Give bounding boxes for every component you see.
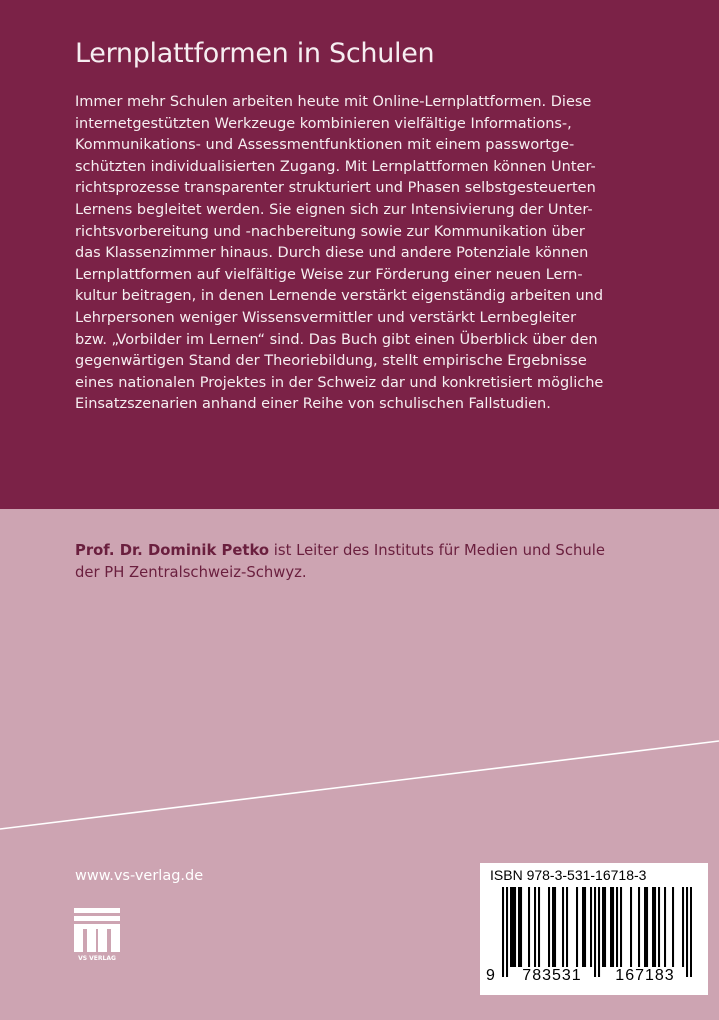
barcode-bar <box>652 887 654 967</box>
author-bio-line-2: der PH Zentralschweiz-Schwyz. <box>75 564 307 581</box>
description-line: Einsatzszenarien anhand einer Reihe von schulischen Fallstudien. <box>75 396 551 413</box>
barcode-bar <box>644 887 646 967</box>
barcode-bar <box>638 887 640 967</box>
barcode-bar <box>602 887 604 967</box>
barcode-bar <box>658 887 660 967</box>
description-line: bzw. „Vorbilder im Lernen“ sind. Das Buch gibt einen Überblick über den <box>75 331 598 348</box>
author-name: Prof. Dr. Dominik Petko <box>75 542 270 559</box>
barcode-guard-bar <box>690 887 692 977</box>
barcode-bar <box>682 887 684 967</box>
barcode-bar <box>646 887 648 967</box>
barcode-bar <box>620 887 622 967</box>
barcode-bar <box>576 887 578 967</box>
description-line: schützten individualisierten Zugang. Mit Lernplattformen können Unter- <box>75 158 596 175</box>
description-line: Lernplattformen auf vielfältige Weise zur Förderung einer neuen Lern- <box>75 266 583 283</box>
barcode-bar <box>534 887 536 967</box>
ean-left-digits: 783531 <box>522 967 582 984</box>
description-line: gegenwärtigen Stand der Theoriebildung, stellt empirische Ergebnisse <box>75 353 587 370</box>
barcode-bars <box>502 887 692 977</box>
description-line: richtsprozesse transparenter strukturiert und Phasen selbstgesteuerten <box>75 180 596 197</box>
book-title: Lernplattformen in Schulen <box>75 38 435 69</box>
ean-first-digit: 9 <box>486 967 495 984</box>
barcode-bar <box>554 887 556 967</box>
barcode-bar <box>512 887 514 967</box>
ean-right-digits: 167183 <box>615 967 675 984</box>
barcode-bar <box>590 887 592 967</box>
description-line: richtsvorbereitung und -nachbereitung sowie zur Kommunikation über <box>75 223 585 240</box>
barcode-bar <box>582 887 584 967</box>
barcode-bar <box>610 887 612 967</box>
barcode-bar <box>566 887 568 967</box>
author-bio-text: ist Leiter des Instituts für Medien und Schule <box>269 542 605 559</box>
description-line: eines nationalen Projektes in der Schweiz dar und konkretisiert mögliche <box>75 374 604 391</box>
barcode-guard-bar <box>502 887 504 977</box>
barcode-bar <box>630 887 632 967</box>
barcode-bar <box>520 887 522 967</box>
isbn-barcode <box>480 863 708 995</box>
barcode-bar <box>562 887 564 967</box>
description-line: kultur beitragen, in denen Lernende verstärkt eigenständig arbeiten und <box>75 288 604 305</box>
barcode-bar <box>604 887 606 967</box>
barcode-guard-bar <box>594 887 596 977</box>
barcode-bar <box>672 887 674 967</box>
description-line: Lehrpersonen weniger Wissensvermittler und verstärkt Lernbegleiter <box>75 309 577 326</box>
barcode-bar <box>654 887 656 967</box>
publisher-website: www.vs-verlag.de <box>75 868 204 884</box>
barcode-bar <box>518 887 520 967</box>
description-line: Kommunikations- und Assessmentfunktionen mit einem passwortge- <box>75 137 575 154</box>
barcode-bar <box>616 887 618 967</box>
barcode-guard-bar <box>598 887 600 977</box>
barcode-bar <box>664 887 666 967</box>
description-line: Lernens begleitet werden. Sie eignen sich zur Intensivierung der Unter- <box>75 201 593 218</box>
barcode-bar <box>552 887 554 967</box>
barcode-bar <box>548 887 550 967</box>
barcode-guard-bar <box>506 887 508 977</box>
isbn-label: ISBN 978-3-531-16718-3 <box>490 867 647 883</box>
barcode-bar <box>584 887 586 967</box>
barcode-bar <box>538 887 540 967</box>
publisher-logo-text: VS VERLAG <box>78 955 116 962</box>
barcode-guard-bar <box>686 887 688 977</box>
barcode-bar <box>510 887 512 967</box>
description-line: das Klassenzimmer hinaus. Durch diese und andere Potenziale können <box>75 245 589 262</box>
barcode-bar <box>528 887 530 967</box>
description-line: internetgestützten Werkzeuge kombinieren vielfältige Informations-, <box>75 115 572 132</box>
description-line: Immer mehr Schulen arbeiten heute mit Online-Lernplattformen. Diese <box>75 94 592 110</box>
barcode-bar <box>514 887 516 967</box>
barcode-bar <box>612 887 614 967</box>
